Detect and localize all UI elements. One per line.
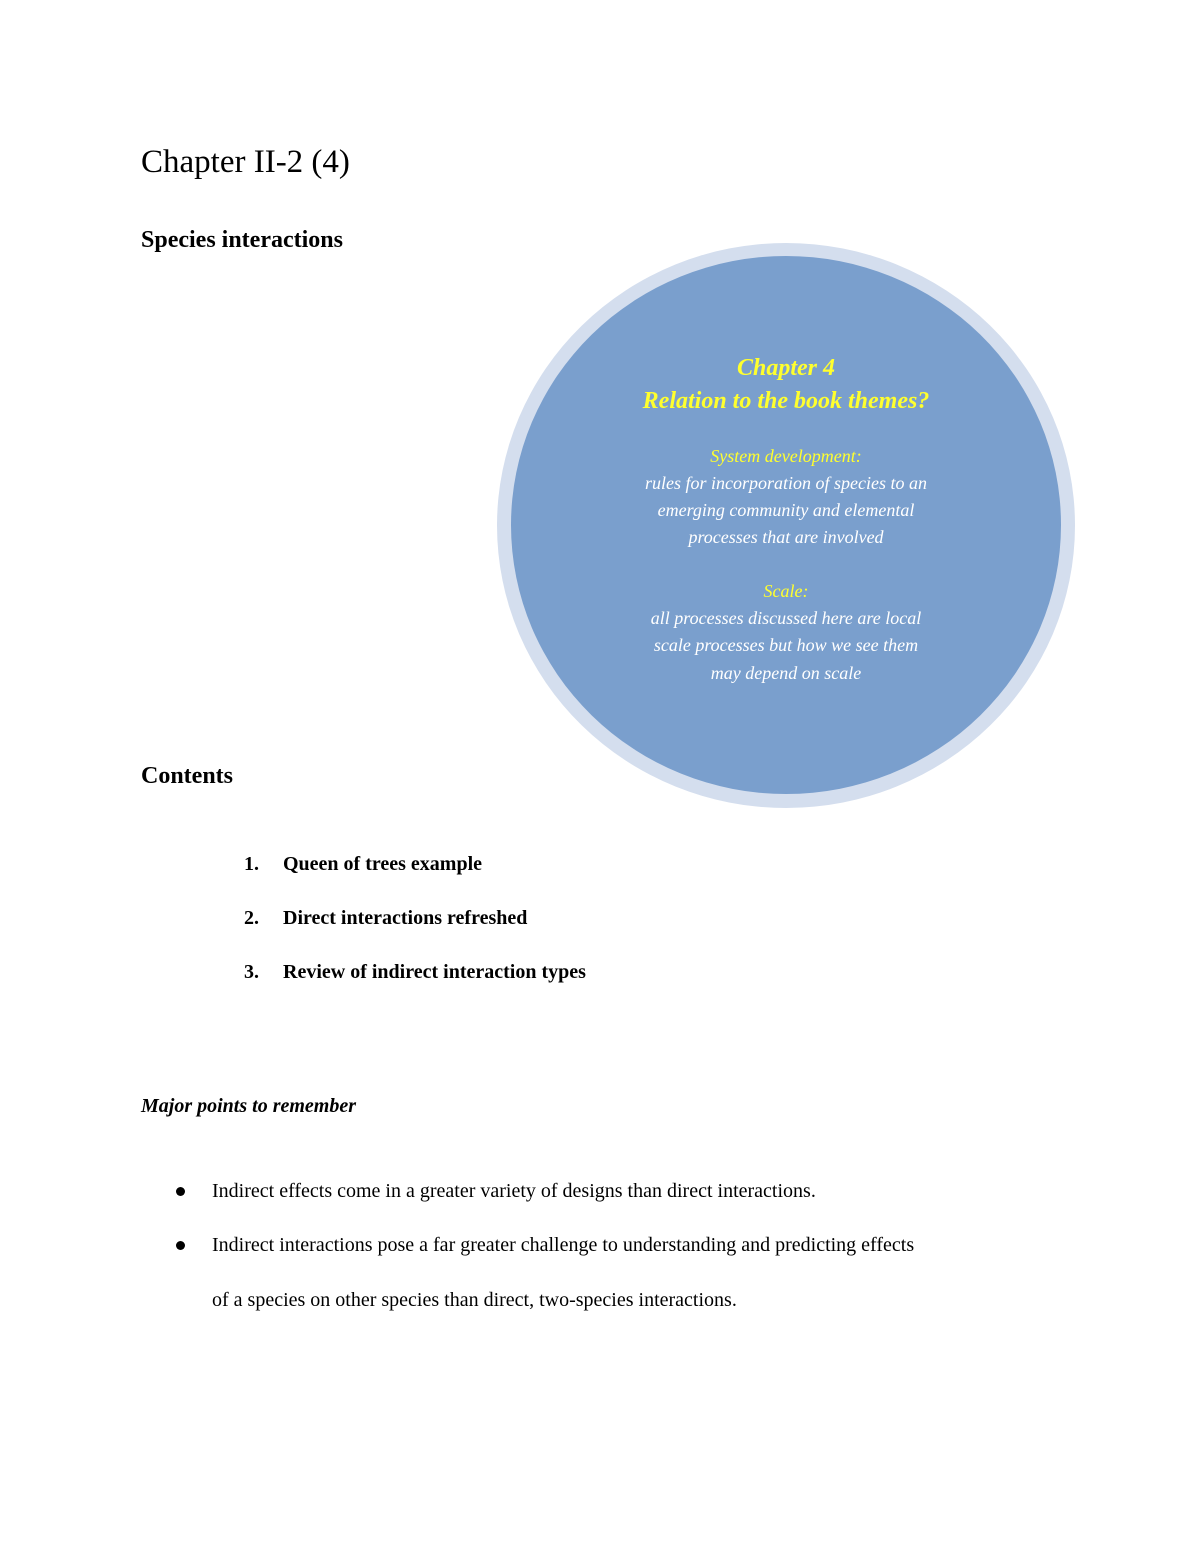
callout-theme-text: all processes discussed here are local	[650, 608, 922, 628]
callout-theme-label: System development:	[710, 446, 862, 466]
callout-theme-label: Scale:	[763, 581, 809, 601]
major-points-title: Major points to remember	[141, 1095, 357, 1117]
toc-item-number: 3.	[244, 961, 259, 983]
callout-theme-text: processes that are involved	[688, 527, 884, 547]
toc-item	[244, 905, 527, 931]
callout-heading-line-2: Relation to the book themes?	[642, 388, 930, 414]
callout-theme-text: rules for incorporation of species to an	[645, 473, 927, 493]
bullet-icon	[176, 1187, 185, 1196]
toc-item-number: 2.	[244, 907, 259, 929]
toc-item-number: 1.	[244, 853, 259, 875]
callout-theme-text: scale processes but how we see them	[653, 635, 919, 655]
toc-item-label: Direct interactions refreshed	[283, 907, 528, 929]
callout-heading-line-1: Chapter 4	[736, 355, 835, 381]
contents-title: Contents	[141, 763, 234, 789]
callout-theme-text: may depend on scale	[710, 663, 862, 683]
bullet-text-continued: of a species on other species than direct, two-species interactions.	[212, 1289, 737, 1311]
bullet-text: Indirect effects come in a greater variety of designs than direct interactions.	[212, 1180, 816, 1202]
bullet-text: Indirect interactions pose a far greater challenge to understanding and predicting effects	[212, 1234, 915, 1256]
toc-item	[244, 851, 482, 877]
section-title: Species interactions	[141, 227, 343, 253]
toc-item-label: Queen of trees example	[283, 853, 483, 875]
callout-theme-text: emerging community and elemental	[657, 500, 915, 520]
chapter-title: Chapter II-2 (4)	[141, 144, 350, 180]
bullet-icon	[176, 1241, 185, 1250]
toc-item-label: Review of indirect interaction types	[283, 961, 586, 983]
toc-item	[244, 959, 586, 985]
